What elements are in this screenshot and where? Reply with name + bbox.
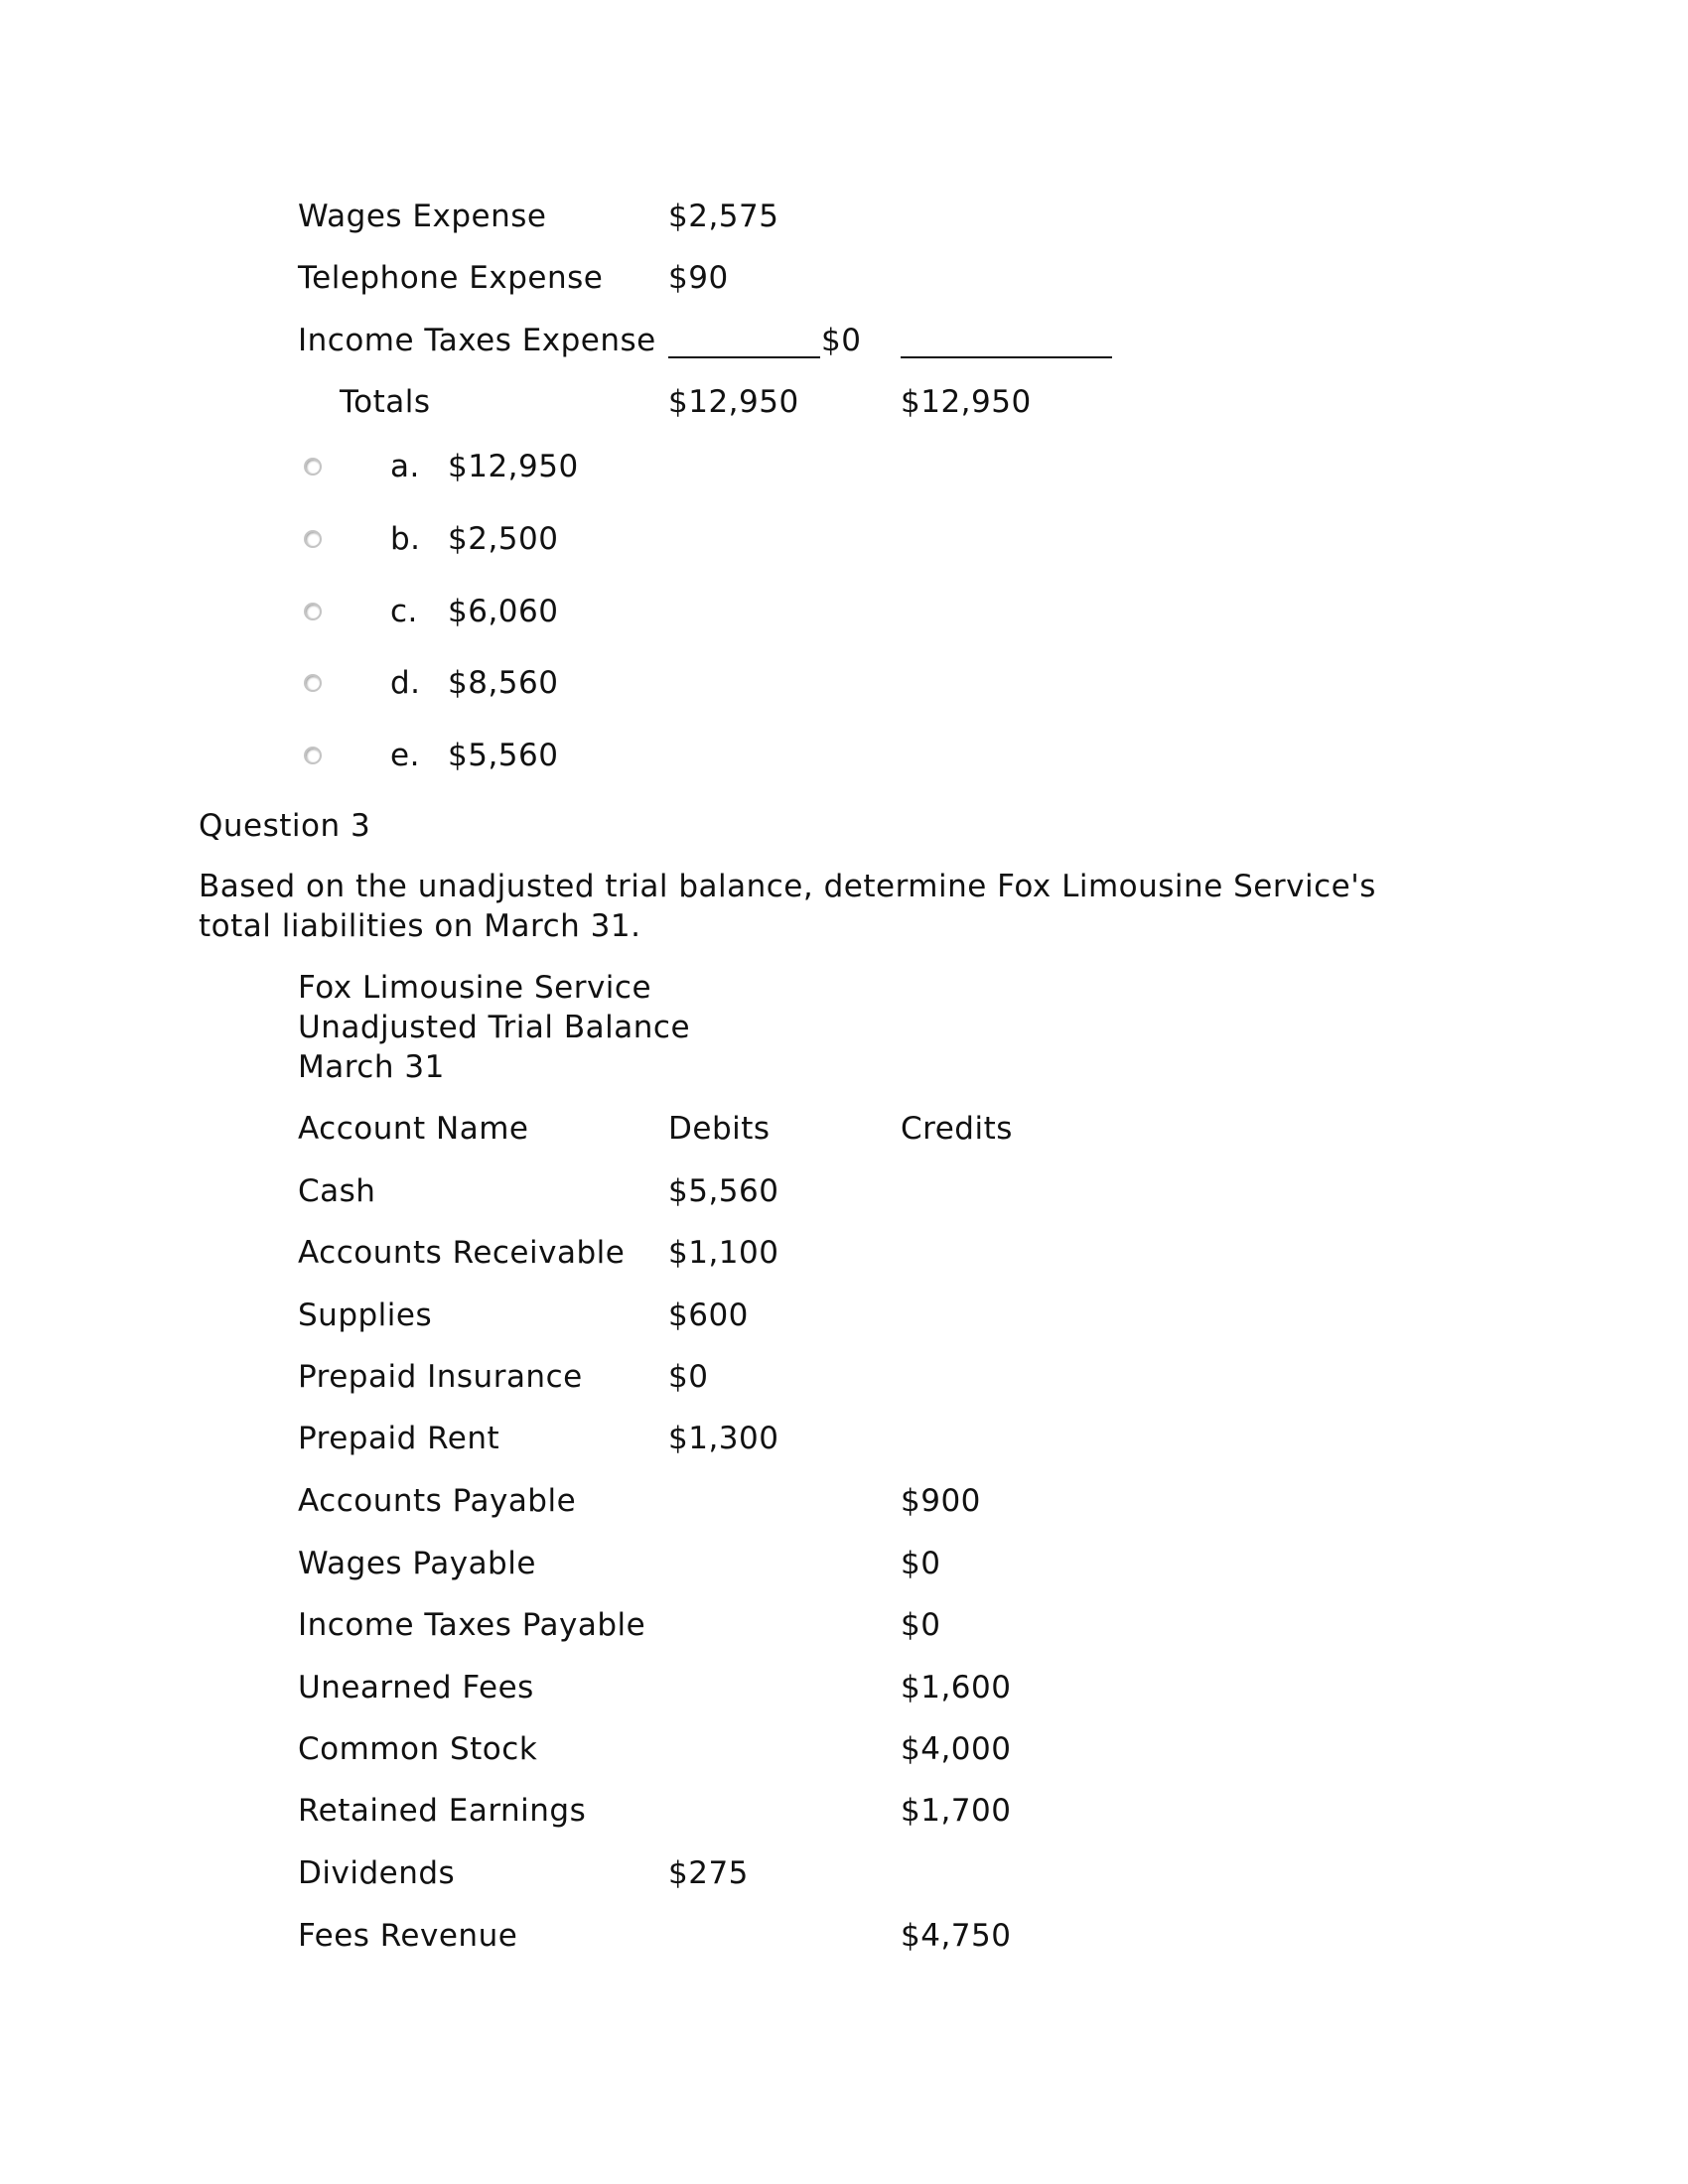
debit-value: $0 <box>668 1359 709 1395</box>
account-label: Accounts Payable <box>298 1483 577 1519</box>
credit-value: $4,000 <box>901 1731 1012 1767</box>
statement-date: March 31 <box>298 1049 445 1085</box>
debit-value: $90 <box>668 260 729 296</box>
debits-header: Debits <box>668 1111 771 1147</box>
credit-value: $4,750 <box>901 1918 1012 1954</box>
debit-value: $1,100 <box>668 1235 779 1271</box>
account-label: Dividends <box>298 1855 456 1891</box>
totals-debit: $12,950 <box>668 384 799 420</box>
account-label: Wages Expense <box>298 199 547 234</box>
account-label: Supplies <box>298 1297 433 1333</box>
account-label: Prepaid Insurance <box>298 1359 583 1395</box>
option-a-letter: a. <box>390 449 420 484</box>
account-label: Accounts Receivable <box>298 1235 626 1271</box>
totals-credit: $12,950 <box>901 384 1032 420</box>
debit-value: $600 <box>668 1297 749 1333</box>
account-label: Wages Payable <box>298 1546 536 1581</box>
credit-value: $1,700 <box>901 1793 1012 1829</box>
totals-label: Totals <box>340 384 431 420</box>
account-name-header: Account Name <box>298 1111 529 1147</box>
option-c-value: $6,060 <box>448 594 559 629</box>
account-label: Retained Earnings <box>298 1793 587 1829</box>
credit-value: $1,600 <box>901 1670 1012 1706</box>
question-3-prompt: Based on the unadjusted trial balance, determine Fox Limousine Service's total liabilities on March 31. <box>199 869 1376 944</box>
account-label: Prepaid Rent <box>298 1421 500 1456</box>
debit-value: $2,575 <box>668 199 779 234</box>
option-a-radio[interactable] <box>304 458 322 476</box>
credit-value: $0 <box>901 1546 941 1581</box>
account-label: Cash <box>298 1173 376 1209</box>
option-e-letter: e. <box>390 738 420 773</box>
question-3-title: Question 3 <box>199 808 371 844</box>
account-label: Income Taxes Expense <box>298 323 656 358</box>
option-c-radio[interactable] <box>304 603 322 620</box>
statement-title: Unadjusted Trial Balance <box>298 1010 691 1045</box>
account-label: Income Taxes Payable <box>298 1607 646 1643</box>
account-label: Fees Revenue <box>298 1918 518 1954</box>
credits-header: Credits <box>901 1111 1013 1147</box>
option-c-letter: c. <box>390 594 418 629</box>
option-e-radio[interactable] <box>304 747 322 764</box>
option-d-letter: d. <box>390 665 421 701</box>
debit-value: $1,300 <box>668 1421 779 1456</box>
debit-value: $0 <box>821 323 862 358</box>
credit-value: $900 <box>901 1483 981 1519</box>
option-d-radio[interactable] <box>304 674 322 692</box>
credit-value: $0 <box>901 1607 941 1643</box>
account-label: Unearned Fees <box>298 1670 534 1706</box>
company-name: Fox Limousine Service <box>298 970 652 1006</box>
option-e-value: $5,560 <box>448 738 559 773</box>
debit-underline <box>668 356 820 358</box>
option-d-value: $8,560 <box>448 665 559 701</box>
option-b-value: $2,500 <box>448 521 559 557</box>
debit-value: $275 <box>668 1855 749 1891</box>
option-b-radio[interactable] <box>304 530 322 548</box>
credit-underline <box>901 356 1112 358</box>
account-label: Common Stock <box>298 1731 538 1767</box>
option-b-letter: b. <box>390 521 421 557</box>
account-label: Telephone Expense <box>298 260 604 296</box>
option-a-value: $12,950 <box>448 449 579 484</box>
debit-value: $5,560 <box>668 1173 779 1209</box>
